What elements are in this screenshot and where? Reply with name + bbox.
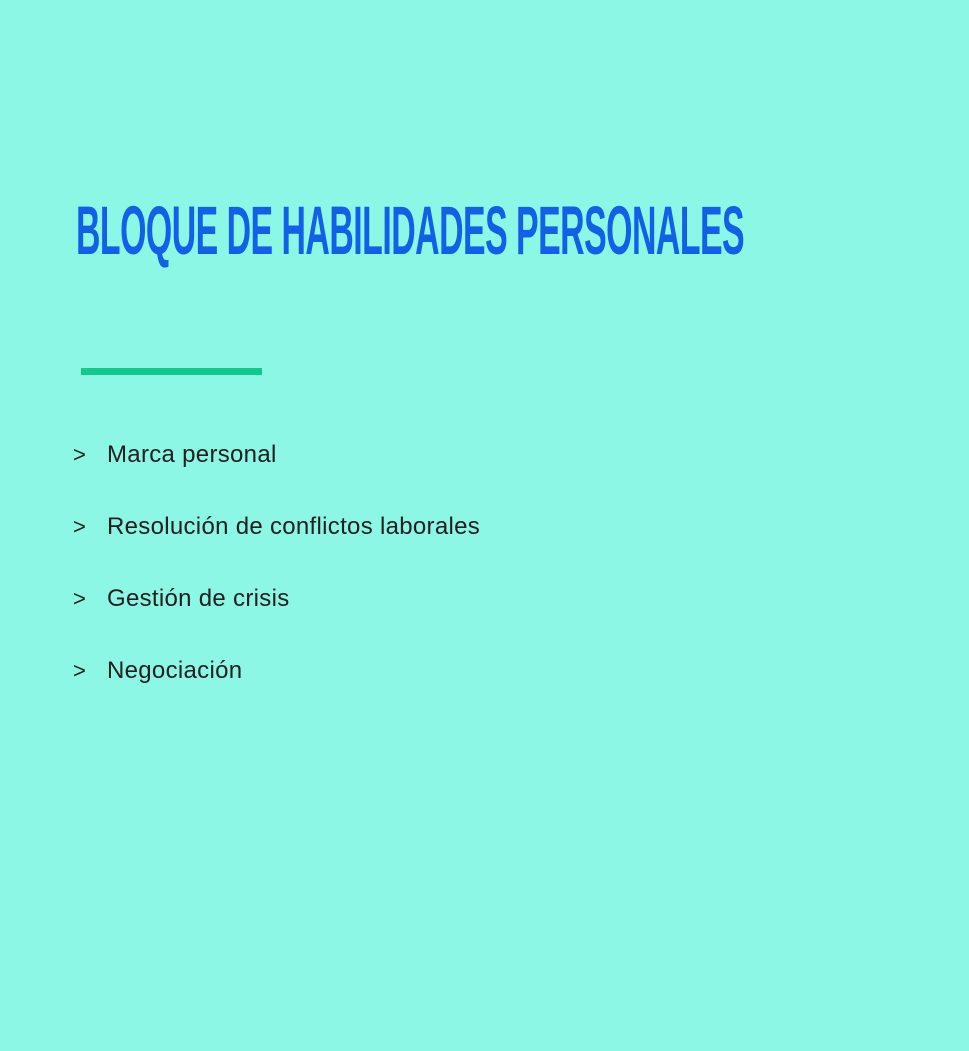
- chevron-right-bullet-icon: >: [73, 586, 87, 611]
- chevron-right-bullet-icon: >: [73, 514, 87, 539]
- list-item-label: Marca personal: [107, 441, 277, 468]
- accent-divider-line: [81, 368, 262, 375]
- list-item-label: Resolución de conflictos laborales: [107, 513, 481, 540]
- list-item-label: Gestión de crisis: [107, 585, 290, 612]
- list-item: [73, 513, 480, 541]
- chevron-right-bullet-icon: >: [73, 442, 87, 467]
- page-title: BLOQUE DE HABILIDADES PERSONALES: [76, 192, 745, 269]
- list-item: [73, 441, 480, 469]
- list-item: [73, 657, 480, 685]
- list-item: [73, 585, 480, 613]
- chevron-right-bullet-icon: >: [73, 658, 87, 683]
- topic-list: [73, 441, 480, 729]
- list-item-label: Negociación: [107, 657, 243, 684]
